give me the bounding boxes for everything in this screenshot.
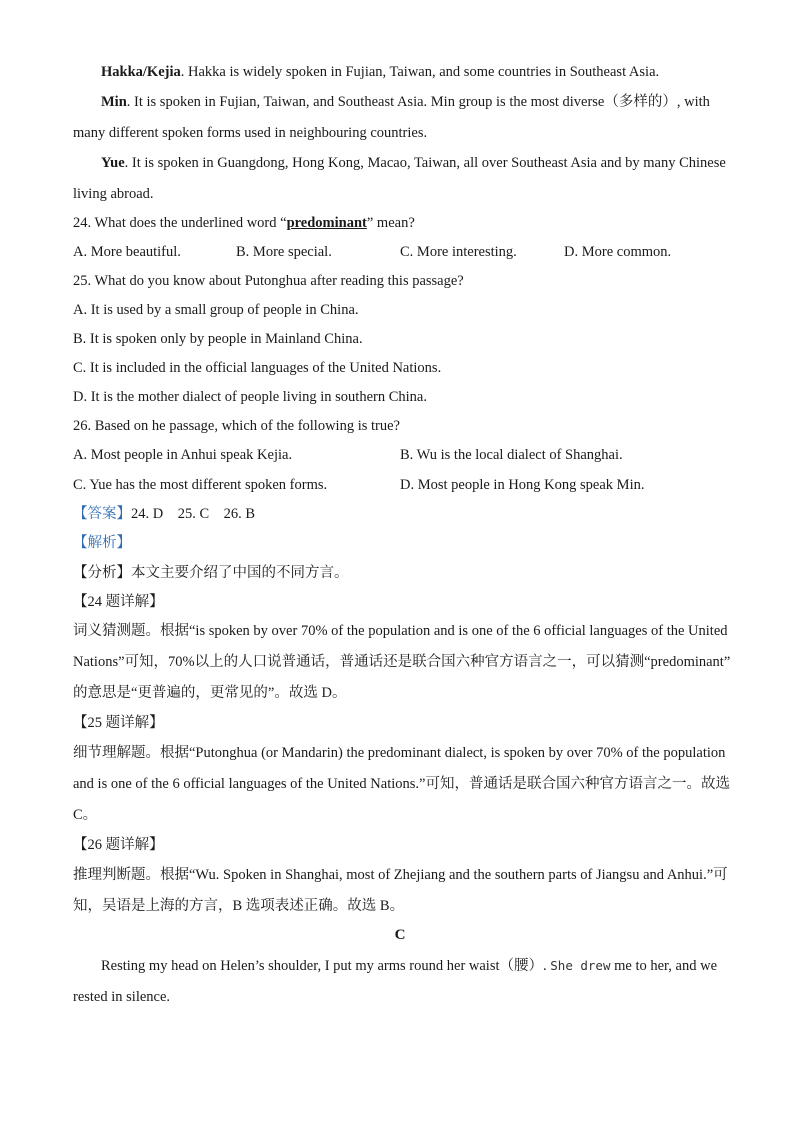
passage-c-line-2: rested in silence. bbox=[73, 989, 171, 1005]
detail25-label: 【25 题详解】 bbox=[73, 715, 164, 731]
section-c-heading: C bbox=[394, 927, 406, 943]
detail24-label: 【24 题详解】 bbox=[73, 594, 164, 610]
answer-line bbox=[73, 504, 255, 524]
detail25-line-3: C。 bbox=[73, 807, 98, 823]
min-paragraph bbox=[101, 92, 710, 112]
analysis-label: 【解析】 bbox=[73, 535, 131, 551]
q26-option-a[interactable]: A. Most people in Anhui speak Kejia. bbox=[73, 447, 293, 463]
yue-text-1: . It is spoken in Guangdong, Hong Kong, Macao, Taiwan, all over Southeast Asia and by many Chinese bbox=[124, 155, 726, 171]
q26-stem: 26. Based on he passage, which of the following is true? bbox=[73, 418, 400, 434]
hakka-text: . Hakka is widely spoken in Fujian, Taiwan, and some countries in Southeast Asia. bbox=[180, 64, 660, 80]
passage-c-line-1: Resting my head on Helen’s shoulder, I put my arms round her waist（腰）. She drew me to her, and we bbox=[101, 958, 718, 974]
q25-option-b[interactable]: B. It is spoken only by people in Mainland China. bbox=[73, 331, 363, 347]
hakka-term: Hakka/Kejia bbox=[101, 64, 181, 80]
q24-option-a[interactable]: A. More beautiful. bbox=[73, 244, 181, 260]
detail26-line-2: 知，吴语是上海的方言，B 选项表述正确。故选 B。 bbox=[73, 898, 405, 914]
answer-text: 24. D 25. C 26. B bbox=[131, 506, 256, 522]
hakka-paragraph bbox=[101, 62, 659, 82]
passage-c-mono-fragment: She drew bbox=[550, 958, 611, 973]
summary-text: 本文主要介绍了中国的不同方言。 bbox=[131, 565, 349, 581]
q24-option-b[interactable]: B. More special. bbox=[236, 244, 332, 260]
q26-option-b[interactable]: B. Wu is the local dialect of Shanghai. bbox=[400, 447, 623, 463]
summary-label: 【分析】 bbox=[73, 565, 131, 581]
detail24-line-2: Nations”可知，70%以上的人口说普通话，普通话还是联合国六种官方语言之一，可以猜测“predominant” bbox=[73, 654, 731, 670]
q26-option-d[interactable]: D. Most people in Hong Kong speak Min. bbox=[400, 477, 645, 493]
q25-option-a[interactable]: A. It is used by a small group of people in China. bbox=[73, 302, 359, 318]
detail26-label: 【26 题详解】 bbox=[73, 837, 164, 853]
q24-stem: 24. What does the underlined word “predominant” mean? bbox=[73, 215, 415, 231]
q24-option-d[interactable]: D. More common. bbox=[564, 244, 672, 260]
underlined-word: predominant bbox=[286, 215, 367, 231]
yue-paragraph bbox=[101, 153, 726, 173]
q25-stem: 25. What do you know about Putonghua after reading this passage? bbox=[73, 273, 464, 289]
q25-option-d[interactable]: D. It is the mother dialect of people living in southern China. bbox=[73, 389, 427, 405]
detail26-line-1: 推理判断题。根据“Wu. Spoken in Shanghai, most of Zhejiang and the southern parts of Jiangsu and Anhui.”可 bbox=[73, 867, 728, 883]
detail25-line-1: 细节理解题。根据“Putonghua (or Mandarin) the predominant dialect, is spoken by over 70% of the population bbox=[73, 745, 726, 761]
q26-option-c[interactable]: C. Yue has the most different spoken forms. bbox=[73, 477, 328, 493]
detail24-line-1: 词义猜测题。根据“is spoken by over 70% of the population and is one of the 6 official languages of the United bbox=[73, 623, 728, 639]
yue-term: Yue bbox=[101, 155, 125, 171]
answer-label: 【答案】 bbox=[73, 506, 131, 522]
min-term: Min bbox=[101, 94, 127, 110]
q24-option-c[interactable]: C. More interesting. bbox=[400, 244, 517, 260]
detail25-line-2: and is one of the 6 official languages of the United Nations.”可知，普通话是联合国六种官方语言之一。故选 bbox=[73, 776, 730, 792]
yue-text-2: living abroad. bbox=[73, 186, 154, 202]
summary-line bbox=[73, 563, 349, 583]
q25-option-c[interactable]: C. It is included in the official languages of the United Nations. bbox=[73, 360, 442, 376]
detail24-line-3: 的意思是“更普遍的，更常见的”。故选 D。 bbox=[73, 685, 347, 701]
min-text-2: many different spoken forms used in neighbouring countries. bbox=[73, 125, 428, 141]
min-text-1: . It is spoken in Fujian, Taiwan, and Southeast Asia. Min group is the most diverse（多样的）, with bbox=[126, 94, 710, 110]
